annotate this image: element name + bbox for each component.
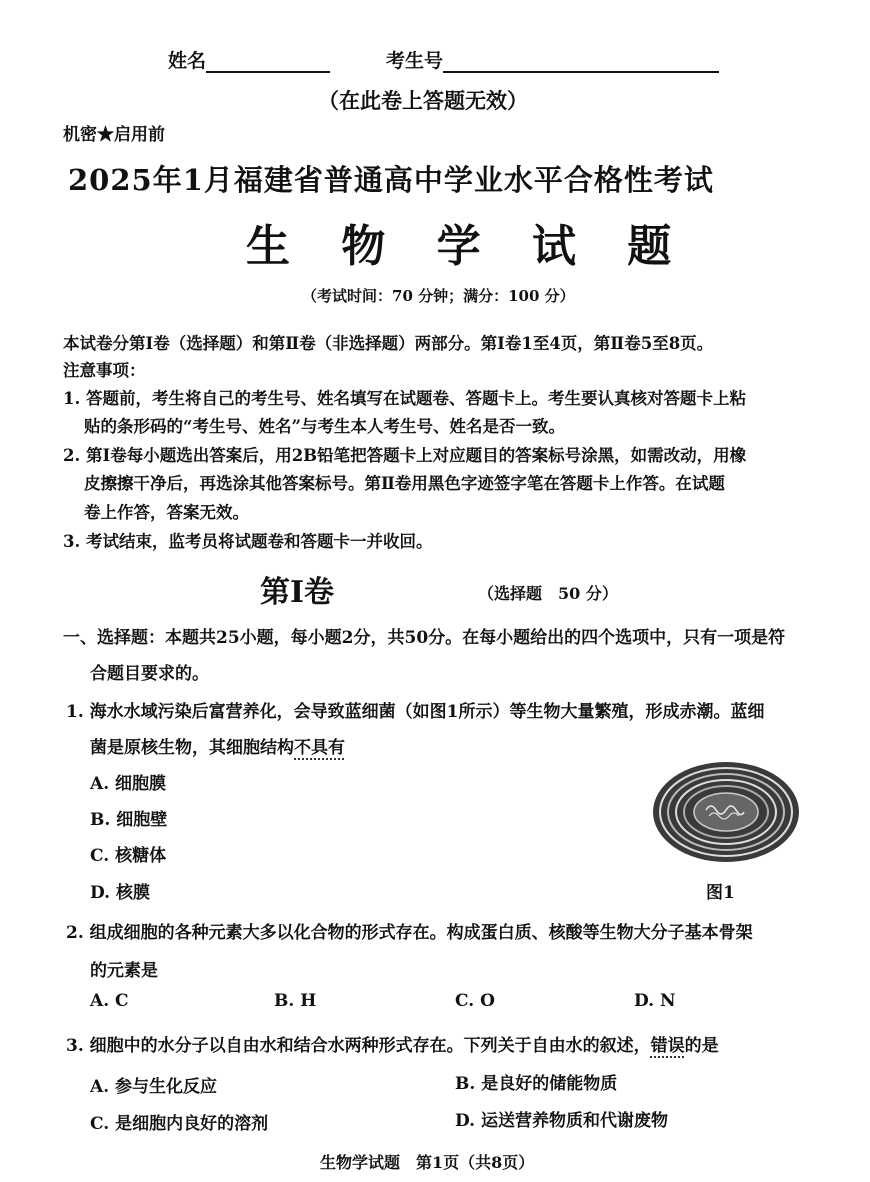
section-title: 第Ⅰ卷 — [260, 575, 335, 610]
secret-label: 机密★启用前 — [63, 125, 165, 145]
option-c: C. O — [455, 991, 495, 1011]
note-line: 3. 考试结束，监考员将试题卷和答题卡一并收回。 — [63, 532, 433, 551]
question-3-stem: 3. 细胞中的水分子以自由水和结合水两种形式存在。下列关于自由水的叙述，错误的是 — [66, 1036, 719, 1056]
option-a: A. C — [90, 991, 129, 1011]
page-footer: 生物学试题 第1页（共8页） — [320, 1153, 535, 1172]
note-line: 2. 第Ⅰ卷每小题选出答案后，用2B铅笔把答题卡上对应题目的答案标号涂黑，如需改动，用橡 — [63, 446, 747, 465]
id-label: 考生号 — [386, 46, 719, 73]
question-2-stem: 2. 组成细胞的各种元素大多以化合物的形式存在。构成蛋白质、核酸等生物大分子基本骨架 — [66, 923, 753, 943]
id-blank[interactable] — [443, 53, 719, 73]
option-a: A. 参与生化反应 — [90, 1077, 218, 1097]
invalid-note: （在此卷上答题无效） — [318, 88, 528, 113]
section-instruction: 一、选择题：本题共25小题，每小题2分，共50分。在每小题给出的四个选项中，只有一项是符 — [63, 628, 786, 648]
question-1-stem: 1. 海水水域污染后富营养化，会导致蓝细菌（如图1所示）等生物大量繁殖，形成赤潮。蓝细 — [66, 702, 765, 722]
option-d: D. 运送营养物质和代谢废物 — [455, 1111, 668, 1131]
note-line: 1. 答题前，考生将自己的考生号、姓名填写在试题卷、答题卡上。考生要认真核对答题卡上粘 — [63, 389, 746, 408]
option-b: B. 是良好的储能物质 — [455, 1074, 618, 1094]
subject-title: 生 物 学 试 题 — [246, 221, 690, 272]
cyanobacteria-figure — [651, 760, 801, 864]
time-info: （考试时间：70 分钟；满分：100 分） — [302, 287, 575, 305]
option-b: B. 细胞壁 — [90, 810, 168, 830]
option-b: B. H — [274, 991, 317, 1011]
name-blank[interactable] — [206, 53, 330, 73]
question-2-stem: 的元素是 — [90, 961, 158, 981]
option-c: C. 核糖体 — [90, 846, 167, 866]
note-line: 贴的条形码的“考生号、姓名”与考生本人考生号、姓名是否一致。 — [84, 417, 565, 436]
note-line: 皮擦擦干净后，再选涂其他答案标号。第Ⅱ卷用黑色字迹签字笔在答题卡上作答。在试题 — [84, 474, 725, 493]
figure-caption: 图1 — [706, 883, 735, 903]
option-a: A. 细胞膜 — [90, 774, 167, 794]
option-d: D. N — [634, 991, 676, 1011]
name-label: 姓名 — [168, 46, 330, 73]
note-line: 卷上作答，答案无效。 — [84, 503, 249, 522]
option-d: D. 核膜 — [90, 883, 150, 903]
intro-text: 本试卷分第Ⅰ卷（选择题）和第Ⅱ卷（非选择题）两部分。第Ⅰ卷1至4页，第Ⅱ卷5至8页。 — [63, 334, 714, 353]
exam-title: 2025年1月福建省普通高中学业水平合格性考试 — [68, 163, 714, 197]
option-c: C. 是细胞内良好的溶剂 — [90, 1114, 269, 1134]
notes-title: 注意事项： — [63, 361, 146, 380]
question-1-stem: 菌是原核生物，其细胞结构不具有 — [90, 738, 345, 758]
section-sub: （选择题 50 分） — [478, 584, 618, 603]
section-instruction: 合题目要求的。 — [90, 664, 209, 684]
